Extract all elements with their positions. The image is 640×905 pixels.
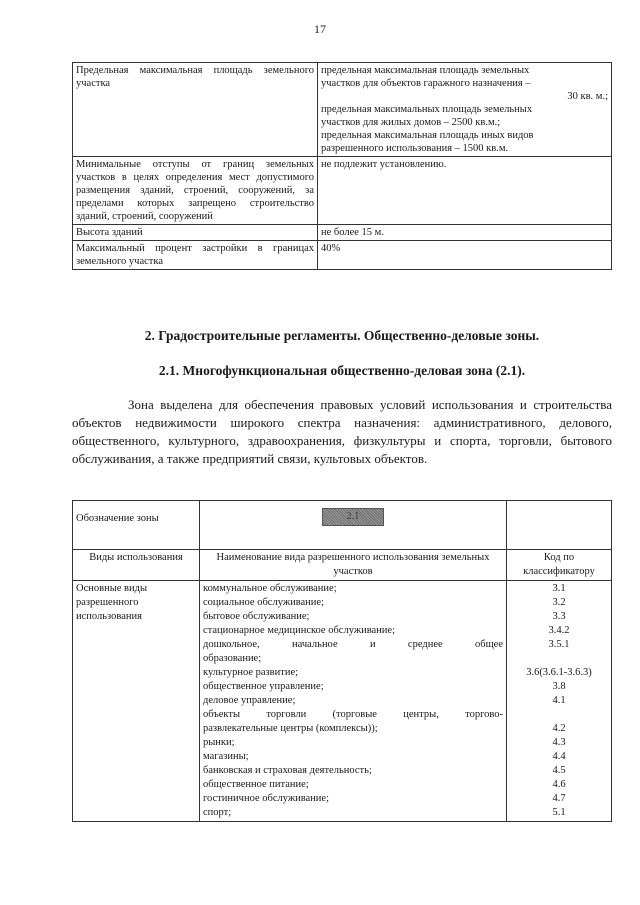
value-line: разрешенного использования – 1500 кв.м. bbox=[321, 143, 509, 154]
page-number: 17 bbox=[314, 22, 326, 36]
zone-table bbox=[72, 500, 612, 822]
classifier-code: 4.3 bbox=[552, 737, 566, 748]
zone-code-badge: 2.1 bbox=[322, 508, 384, 526]
list-item: коммунальное обслуживание; bbox=[203, 583, 337, 594]
table-row bbox=[73, 241, 612, 270]
classifier-code: 3.2 bbox=[552, 597, 566, 608]
classifier-code: 3.8 bbox=[552, 681, 566, 692]
list-item: деловое управление; bbox=[203, 695, 296, 706]
classifier-code bbox=[510, 652, 608, 666]
param-value bbox=[318, 225, 612, 241]
list-item: развлекательные центры (комплексы)); bbox=[203, 723, 378, 734]
header-code: Код по классификатору bbox=[507, 550, 612, 581]
zone-description: Зона выделена для обеспечения правовых условий использования и строительства объектов недвижимости широкого спектра назначения: административного, делового, общественного, культурного, здравоохранения, физкультуры и спорта, торговли, бытового обслуживания, а также предприятий связи, культовых объектов. bbox=[72, 397, 612, 466]
table-row bbox=[73, 581, 612, 822]
value-line: предельная максимальная площадь земельных bbox=[321, 65, 530, 76]
table-row bbox=[73, 63, 612, 157]
value-line: участков для жилых домов – 2500 кв.м.; bbox=[321, 117, 501, 128]
param-label: Минимальные отступы от границ земельных участков в целях определения мест допустимого размещения зданий, строений, сооружений, за пределами которых запрещено строительство зданий, строений, сооружений bbox=[73, 157, 318, 225]
classifier-code: 4.4 bbox=[552, 751, 566, 762]
value-line: предельная максимальных площадь земельных bbox=[321, 104, 533, 115]
classifier-code: 4.7 bbox=[552, 793, 566, 804]
list-item: объекты торговли (торговые центры, торгово- bbox=[203, 709, 503, 720]
list-item: спорт; bbox=[203, 807, 232, 818]
param-value bbox=[318, 157, 612, 225]
classifier-code: 3.1 bbox=[552, 583, 566, 594]
param-value bbox=[318, 241, 612, 270]
use-category: Основные виды разрешенного использования bbox=[73, 581, 200, 822]
table-row bbox=[73, 225, 612, 241]
list-item: бытовое обслуживание; bbox=[203, 611, 310, 622]
value-line: предельная максимальная площадь иных видов bbox=[321, 130, 534, 141]
value-line: 30 кв. м.; bbox=[567, 91, 608, 102]
value-line: не более 15 м. bbox=[321, 227, 384, 238]
classifier-code: 3.3 bbox=[552, 611, 566, 622]
classifier-code: 3.6(3.6.1-3.6.3) bbox=[526, 667, 592, 678]
subsection-heading: 2.1. Многофункциональная общественно-деловая зона (2.1). bbox=[158, 363, 526, 378]
param-label: Предельная максимальная площадь земельного участка bbox=[73, 63, 318, 157]
header-types: Виды использования bbox=[73, 550, 200, 581]
list-item: стационарное медицинское обслуживание; bbox=[203, 625, 395, 636]
zone-row bbox=[73, 501, 612, 550]
param-label: Высота зданий bbox=[73, 225, 318, 241]
list-item: банковская и страховая деятельность; bbox=[203, 765, 372, 776]
list-item: образование; bbox=[203, 653, 262, 664]
zone-label: Обозначение зоны bbox=[73, 501, 200, 550]
zone-code-cell bbox=[200, 501, 507, 550]
classifier-code: 4.5 bbox=[552, 765, 566, 776]
list-item: общественное управление; bbox=[203, 681, 324, 692]
list-item: гостиничное обслуживание; bbox=[203, 793, 329, 804]
zone-empty-cell bbox=[507, 501, 612, 550]
list-item: дошкольное, начальное и среднее общее bbox=[203, 639, 503, 650]
value-line: 40% bbox=[321, 243, 341, 254]
value-line: не подлежит установлению. bbox=[321, 159, 447, 170]
classifier-code: 3.4.2 bbox=[548, 625, 570, 636]
list-item: социальное обслуживание; bbox=[203, 597, 324, 608]
classifier-code: 4.2 bbox=[552, 723, 566, 734]
value-line: участков для объектов гаражного назначения – bbox=[321, 78, 531, 89]
header-row bbox=[73, 550, 612, 581]
list-item: рынки; bbox=[203, 737, 235, 748]
classifier-code: 3.5.1 bbox=[548, 639, 570, 650]
classifier-code: 4.1 bbox=[552, 695, 566, 706]
classifier-code bbox=[510, 708, 608, 722]
uses-list bbox=[200, 581, 507, 822]
param-value bbox=[318, 63, 612, 157]
parameters-table bbox=[72, 62, 612, 270]
codes-list bbox=[507, 581, 612, 822]
classifier-code: 4.6 bbox=[552, 779, 566, 790]
section-heading: 2. Градостроительные регламенты. Общественно-деловые зоны. bbox=[144, 328, 540, 343]
list-item: магазины; bbox=[203, 751, 249, 762]
list-item: культурное развитие; bbox=[203, 667, 299, 678]
list-item: общественное питание; bbox=[203, 779, 309, 790]
header-name: Наименование вида разрешенного использования земельных участков bbox=[200, 550, 507, 581]
table-row bbox=[73, 157, 612, 225]
param-label: Максимальный процент застройки в границах земельного участка bbox=[73, 241, 318, 270]
classifier-code: 5.1 bbox=[552, 807, 566, 818]
